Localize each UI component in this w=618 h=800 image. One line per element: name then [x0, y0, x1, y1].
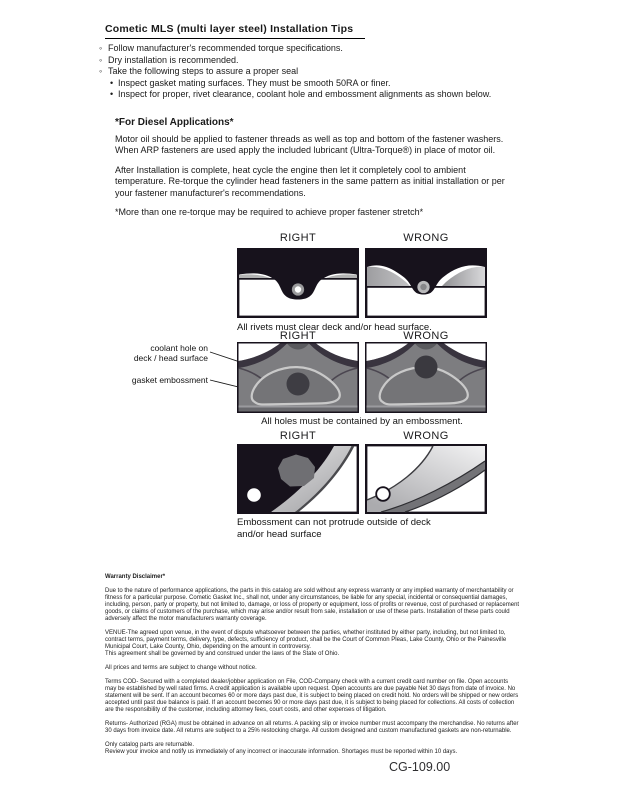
right-label: RIGHT [279, 430, 317, 442]
hole-right-diagram [237, 342, 359, 413]
hole-caption: All holes must be contained by an embossment. [261, 416, 463, 427]
warranty-disclaimer [105, 574, 520, 756]
diesel-paragraph: Motor oil should be applied to fastener threads as well as top and bottom of the fastener washers. When ARP fasteners are used apply the included lubricant (Ultra-Torque®) in place of motor oil. [115, 133, 504, 155]
wrong-label: WRONG [403, 232, 449, 244]
bolt-hole-icon [376, 487, 390, 501]
coolant-hole-label: coolant hole on deck / head surface [133, 343, 208, 363]
diesel-applications-section [115, 117, 513, 227]
bullet-text: Take the following steps to assure a proper seal [108, 66, 299, 76]
protrusion-wrong-diagram [365, 444, 487, 514]
list-item [99, 43, 519, 55]
list-item [99, 55, 519, 67]
disclaimer-paragraph: This agreement shall be governed by and construed under the laws of the State of Ohio. [105, 651, 340, 657]
protrusion-caption: Embossment can not protrude outside of deck and/or head surface [237, 517, 431, 540]
hole-wrong-diagram [365, 342, 487, 413]
rivet-right-diagram [237, 248, 359, 318]
disclaimer-paragraph: Only catalog parts are returnable. [105, 742, 195, 748]
coolant-hole-icon [415, 356, 438, 379]
gasket-embossment-label: gasket embossment [131, 375, 208, 385]
list-item [99, 66, 519, 78]
rivet-wrong-diagram [365, 248, 487, 318]
disclaimer-paragraph: Due to the nature of performance applications, the parts in this catalog are sold without any express warranty or any implied warranty of merchantability or fitness for a particular purpose. Cometic Gasket Inc., shall not, under any circumstances, be liable for any special, incidental or consequential damages, including, person, party or property, but not limited to, damage, or loss of property or equipment, loss of profits or revenue, cost of purchased or replacement goods, or claims of customers of the purchase, which may arise and/or result from sale, installation or use of these parts. Installation of these parts could adversely affect the motor manufacturers warranty coverage. [105, 588, 520, 622]
right-label: RIGHT [279, 232, 317, 244]
hole-right-drawing [237, 342, 359, 413]
protrusion-right-drawing [237, 444, 359, 514]
sub-bullet-icon: • [110, 77, 114, 88]
disclaimer-paragraph: VENUE-The agreed upon venue, in the event of dispute whatsoever between the parties, whether instituted by either party, including, but not limited to, contract terms, payment terms, delivery, type, defects, sufficiency of product, shall be the Court of Common Pleas, Lake County, Ohio or the Painesville Municipal Court, Lake County, Ohio, depending on the amount in controversy. [105, 630, 507, 650]
bullet-text: Inspect for proper, rivet clearance, coolant hole and embossment alignments as shown below. [118, 89, 492, 99]
diesel-heading: *For Diesel Applications* [115, 117, 234, 128]
disclaimer-paragraph: Terms COD- Secured with a completed dealer/jobber application on File, COD-Company check with a current credit card number on file. Open accounts may be established by well rated firms. A credit application is available upon request. Open accounts are due payable Net 30 days from date of invoice. No statement will be sent. If an account becomes 60 or more days past due, it is subject to being placed on credit hold. No orders will be shipped or new orders accepted until past due balance is paid. If an account becomes 90 or more days past due, it is subject to being placed for collections. All costs of collection are the responsibility of the customer, including attorney fees, court costs, and other expenses of litigation. [105, 679, 519, 713]
protrusion-wrong-drawing [365, 444, 487, 514]
bullet-text: Inspect gasket mating surfaces. They must be smooth 50RA or finer. [118, 77, 391, 88]
bullet-icon: ◦ [99, 54, 103, 65]
installation-tips-list [99, 43, 519, 101]
coolant-hole-icon [287, 373, 310, 396]
disclaimer-paragraph: All prices and terms are subject to change without notice. [105, 665, 257, 671]
wrong-label: WRONG [403, 330, 449, 342]
disclaimer-paragraph: Review your invoice and notify us immediately of any incorrect or inaccurate information. Shortages must be reported within 10 days. [105, 749, 458, 755]
list-item [99, 89, 519, 101]
bolt-hole-icon [247, 488, 261, 502]
disclaimer-paragraph: Returns- Authorized (RGA) must be obtained in advance on all returns. A packing slip or invoice number must accompany the merchandise. No returns after 30 days from invoice date. All returns are subject to a 25% restocking charge. All custom designed and custom manufactured gaskets are non-returnable. [105, 721, 519, 734]
disclaimer-heading: Warranty Disclaimer* [105, 574, 166, 580]
rivet-caption: All rivets must clear deck and/or head surface. [237, 322, 432, 333]
bullet-text: Dry installation is recommended. [108, 54, 239, 65]
sub-bullet-icon: • [110, 89, 114, 99]
bullet-icon: ◦ [99, 43, 103, 53]
list-item [99, 78, 519, 90]
diesel-paragraph: *More than one re-torque may be required to achieve proper fastener stretch* [115, 207, 424, 217]
hole-wrong-drawing [365, 342, 487, 413]
bullet-icon: ◦ [99, 66, 103, 76]
protrusion-right-diagram [237, 444, 359, 514]
diesel-paragraph: After Installation is complete, heat cycle the engine then let it completely cool to ambient temperature. Re-torque the cylinder head fasteners in the same pattern as initial installation or per your fastener manufacturer's recommendations. [115, 164, 505, 198]
rivet-right-drawing [237, 248, 359, 318]
wrong-label: WRONG [403, 430, 449, 442]
page-number: CG-109.00 [389, 760, 451, 774]
rivet-wrong-drawing [365, 248, 487, 318]
bullet-text: Follow manufacturer's recommended torque specifications. [108, 43, 343, 53]
page-title: Cometic MLS (multi layer steel) Installation Tips [105, 23, 365, 39]
right-label: RIGHT [279, 330, 317, 342]
